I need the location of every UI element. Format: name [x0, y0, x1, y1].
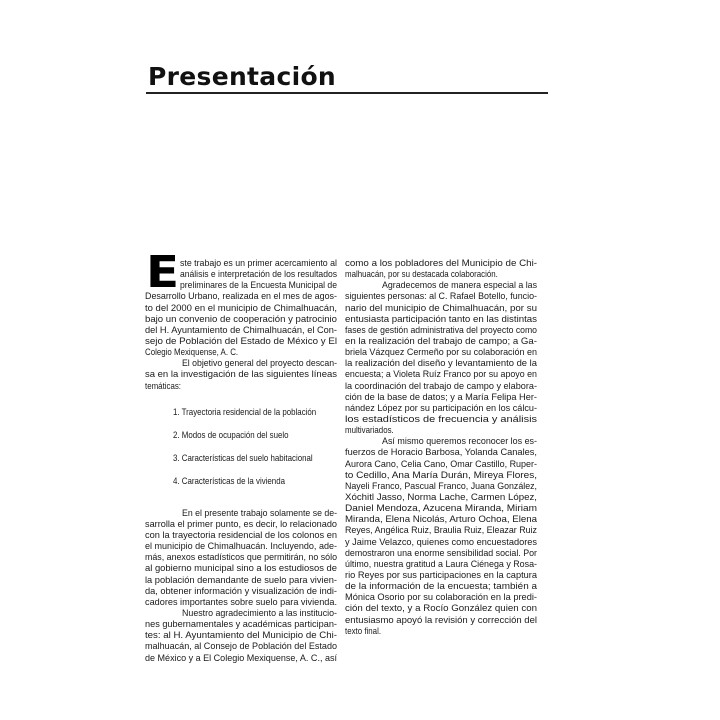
text-line	[345, 325, 537, 336]
text-line	[345, 603, 537, 614]
text-line-content: sa en la investigación de las siguientes líneas	[145, 369, 337, 380]
text-line	[145, 541, 337, 552]
text-line-content: multivariados.	[345, 425, 394, 436]
text-line	[145, 303, 337, 314]
text-line	[145, 325, 337, 336]
text-line-content: sarrolla el primer punto, es decir, lo relacionado	[145, 518, 337, 529]
text-line	[345, 470, 537, 481]
text-line-content: tes: al H. Ayuntamiento del Municipio de Chi-	[145, 630, 337, 641]
left-column	[145, 258, 337, 664]
text-line-content: Nayeli Franco, Pascual Franco, Juana González,	[345, 480, 537, 491]
paragraph	[145, 358, 337, 391]
text-line	[345, 436, 537, 447]
text-line	[345, 592, 537, 603]
text-line-content: los estadísticos de frecuencia y análisis	[345, 413, 537, 424]
text-line-content: Mónica Osorio por su colaboración en la predi-	[345, 592, 537, 603]
text-line-content: Aurora Cano, Celia Cano, Omar Castillo, Ruper-	[345, 458, 537, 469]
text-line-content: briela Vázquez Cermeño por su colaboración en	[345, 347, 537, 358]
list-item	[145, 453, 337, 476]
list-item	[145, 430, 337, 453]
list-item-text: 1. Trayectoria residencial de la población	[173, 406, 317, 417]
text-line	[345, 548, 537, 559]
text-line	[145, 508, 337, 519]
text-line	[145, 519, 337, 530]
text-line	[145, 381, 337, 392]
text-line-content: Xóchitl Jasso, Norma Lache, Carmen López,	[345, 491, 537, 502]
text-line-content: Agradecemos de manera especial a las	[382, 280, 537, 291]
text-line-content: del H. Ayuntamiento de Chimalhuacán, el Con-	[145, 324, 337, 335]
text-line	[345, 559, 537, 570]
text-line-content: Nuestro agradecimiento a las institucio-	[182, 607, 337, 618]
text-line-content: Así mismo queremos reconocer los es-	[382, 436, 537, 447]
text-line	[145, 597, 337, 608]
text-line-content: da, obtener información y visualización de indi-	[145, 585, 337, 596]
text-line-content: de la información de la encuesta; también a	[345, 581, 537, 592]
text-line	[345, 537, 537, 548]
text-line	[345, 336, 537, 347]
text-line-content: entusiasta participación tanto en las distintas	[345, 313, 537, 324]
text-line-content: análisis e interpretación de los resultados	[180, 269, 337, 280]
text-line	[145, 641, 337, 652]
text-line-content: to del 2000 en el municipio de Chimalhuacán,	[145, 302, 337, 313]
list-item	[145, 407, 337, 430]
text-line-content: fuerzos de Horacio Barbosa, Yolanda Canales,	[345, 447, 537, 458]
text-line-content: preliminares de la Encuesta Municipal de	[180, 280, 337, 291]
text-line	[345, 459, 537, 470]
text-line-content: ción de la base de datos; y a María Felipa Her-	[345, 391, 537, 402]
text-line	[145, 608, 337, 619]
text-line	[145, 586, 337, 597]
text-line-content: rio Reyes por sus participaciones en la captura	[345, 569, 537, 580]
text-line-content: El objetivo general del proyecto descan-	[182, 358, 337, 369]
text-line-content: último, nuestra gratitud a Laura Ciénega y Rosa-	[345, 558, 537, 569]
text-line-content: siguientes personas: al C. Rafael Botello, funcio-	[345, 291, 537, 302]
text-line	[345, 369, 537, 380]
text-line	[145, 269, 337, 280]
text-line-content: malhuacán, por su destacada colaboración.	[345, 269, 498, 280]
text-line	[345, 269, 537, 280]
text-line-content: de México y a El Colegio Mexiquense, A. C., así	[145, 652, 337, 663]
text-line	[345, 280, 537, 291]
text-line-content: entusiasmo apoyó la revisión y corrección del	[345, 614, 537, 625]
text-line	[345, 525, 537, 536]
text-line-content: Reyes, Angélica Ruiz, Braulia Ruiz, Eleazar Ruiz	[345, 525, 537, 536]
text-line-content: nario del municipio de Chimalhuacán, por su	[345, 302, 537, 313]
text-line	[145, 358, 337, 369]
list-item-text: 3. Características del suelo habitacional	[173, 452, 313, 463]
text-line	[145, 314, 337, 325]
text-line	[345, 581, 537, 592]
list-item-text: 2. Modos de ocupación del suelo	[173, 429, 289, 440]
text-line-content: ste trabajo es un primer acercamiento al	[180, 258, 337, 268]
text-line	[345, 258, 537, 269]
paragraph	[345, 436, 537, 637]
text-line	[145, 291, 337, 302]
text-line	[145, 530, 337, 541]
text-line-content: to Cedillo, Ana María Durán, Mireya Flores,	[345, 469, 537, 480]
text-line-content: temáticas:	[145, 380, 182, 391]
text-line	[145, 280, 337, 291]
text-line-content: bajo un convenio de cooperación y patrocinio	[145, 313, 337, 324]
text-line	[345, 503, 537, 514]
text-line-content: más, anexos estadísticos que permitirán, no sólo	[145, 552, 337, 563]
text-line-content: la realización del diseño y levantamiento de la	[345, 358, 537, 369]
text-line	[345, 347, 537, 358]
text-line	[145, 369, 337, 380]
text-line	[345, 403, 537, 414]
paragraph	[345, 258, 537, 280]
text-line	[345, 314, 537, 325]
text-line-content: sejo de Población del Estado de México y El	[145, 335, 337, 346]
title-rule	[146, 92, 548, 94]
text-line	[345, 481, 537, 492]
text-line	[145, 619, 337, 630]
text-line	[345, 570, 537, 581]
text-line-content: y Jaime Velazco, quienes como encuestadores	[345, 536, 537, 547]
text-line	[345, 303, 537, 314]
paragraph	[145, 608, 337, 664]
text-line	[345, 615, 537, 626]
page-title: Presentación	[148, 62, 337, 91]
text-line-content: en la realización del trabajo de campo; a Ga-	[345, 335, 537, 346]
text-line	[345, 381, 537, 392]
text-line	[145, 630, 337, 641]
text-line	[345, 358, 537, 369]
text-line-content: demostraron una enorme sensibilidad social. Por	[345, 547, 537, 558]
text-line-content: cadores importantes sobre suelo para vivienda.	[145, 596, 337, 607]
text-line-content: al gobierno municipal sino a los estudiosos de	[145, 563, 337, 574]
text-line	[345, 291, 537, 302]
text-line-content: ción del texto, y a Rocío González quien con	[345, 603, 537, 614]
text-line-content: Colegio Mexiquense, A. C.	[145, 347, 239, 358]
text-line-content: malhuacán, al Consejo de Población del Estado	[145, 641, 337, 652]
text-line	[145, 258, 337, 269]
text-line-content: la población demandante de suelo para vivien-	[145, 574, 337, 585]
paragraph	[145, 508, 337, 608]
paragraph	[145, 258, 337, 358]
text-line	[145, 563, 337, 574]
text-line-content: la coordinación del trabajo de campo y elabora-	[345, 380, 537, 391]
text-line-content: fases de gestión administrativa del proyecto como	[345, 324, 537, 335]
text-line	[345, 425, 537, 436]
text-line	[145, 336, 337, 347]
text-line-content: con la trayectoria residencial de los colonos en	[145, 529, 337, 540]
drop-cap: E	[146, 247, 180, 298]
paragraph	[345, 280, 537, 436]
text-line	[345, 392, 537, 403]
text-line	[345, 414, 537, 425]
text-line	[145, 552, 337, 563]
text-line	[345, 447, 537, 458]
right-column	[345, 258, 537, 637]
text-line-content: nes gubernamentales y académicas participan-	[145, 619, 337, 630]
text-line-content: como a los pobladores del Municipio de Chi-	[345, 258, 537, 268]
text-line	[145, 653, 337, 664]
text-line-content: encuesta; a Violeta Ruíz Franco por su apoyo en	[345, 369, 537, 380]
text-line-content: Miranda, Elena Nicolás, Arturo Ochoa, Elena	[345, 514, 537, 525]
numbered-list	[145, 407, 337, 499]
text-line-content: Daniel Mendoza, Azucena Miranda, Miriam	[345, 503, 537, 514]
list-item-text: 4. Características de la vivienda	[173, 475, 285, 486]
text-line-content: nández López por su participación en los cálcu-	[345, 402, 537, 413]
text-line-content: el municipio de Chimalhuacán. Incluyendo, ade-	[145, 541, 337, 552]
text-line	[345, 514, 537, 525]
list-item	[145, 476, 337, 499]
text-line	[345, 626, 537, 637]
text-line	[145, 347, 337, 358]
text-line-content: En el presente trabajo solamente se de-	[182, 507, 337, 518]
text-line-content: texto final.	[345, 625, 382, 636]
text-line-content: Desarrollo Urbano, realizada en el mes de agos-	[145, 291, 337, 302]
text-line	[345, 492, 537, 503]
text-line	[145, 575, 337, 586]
